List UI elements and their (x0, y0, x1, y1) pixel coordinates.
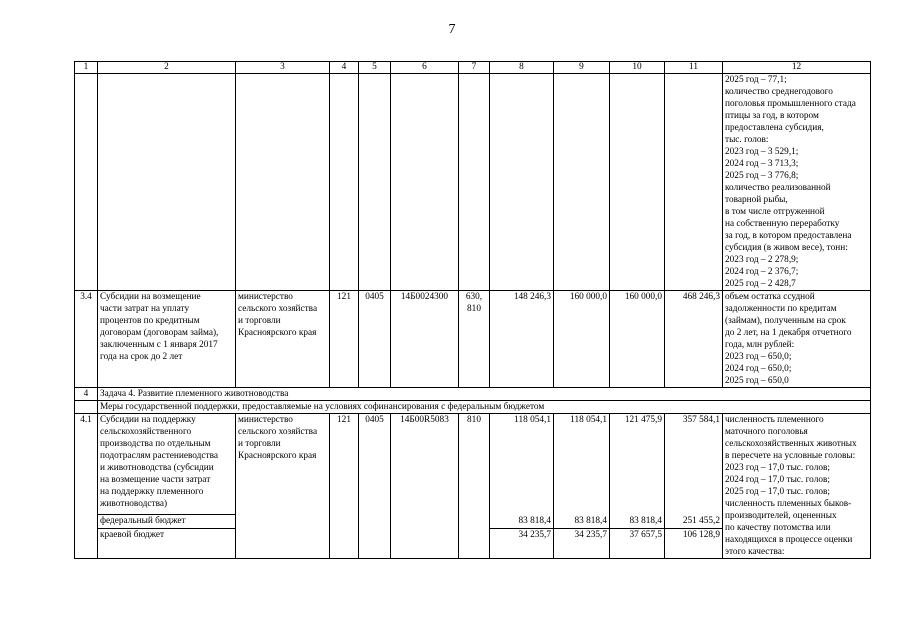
col-header: 12 (723, 62, 871, 74)
col-header: 4 (330, 62, 359, 74)
amount-2025: 160 000,0 (610, 291, 665, 388)
page-number: 7 (448, 22, 456, 37)
amount-total: 468 246,3 (665, 291, 723, 388)
federal-2023: 83 818,4 (490, 515, 554, 529)
col-header: 10 (610, 62, 665, 74)
task-number: 4 (75, 388, 98, 401)
task-title: Задача 4. Развитие племенного животноводства (98, 388, 871, 401)
agency-name: министерство сельского хозяйства и торговли Красноярского края (236, 291, 330, 388)
measures-row (75, 401, 871, 414)
amount-2023: 118 054,1 (490, 414, 554, 515)
col-header: 9 (554, 62, 610, 74)
row-number: 4.1 (75, 414, 98, 559)
expense-type-code: 810 (459, 414, 490, 559)
continued-row (75, 74, 871, 291)
indicators-cell: численность племенного маточного поголовья сельскохозяйственных животных в пересчете на условные головы: 2023 год – 17,0 тыс. голов; 2024 год – 17,0 тыс. голов; 2025 год – 17,0 тыс. голов; численность племенных быков- производителей, оцененных по качеству потомства или находящихся в процессе оценки этого качества: (723, 414, 871, 559)
amount-2023: 148 246,3 (490, 291, 554, 388)
target-article-code: 14Б0024300 (391, 291, 459, 388)
task-row (75, 388, 871, 401)
agency-name: министерство сельского хозяйства и торговли Красноярского края (236, 414, 330, 559)
regional-2024: 34 235,7 (554, 529, 610, 559)
amount-total: 357 584,1 (665, 414, 723, 515)
grbs-code: 121 (330, 291, 359, 388)
budget-label: федеральный бюджет (98, 515, 236, 529)
amount-2024: 118 054,1 (554, 414, 610, 515)
section-code: 0405 (359, 291, 391, 388)
col-header: 5 (359, 62, 391, 74)
federal-2025: 83 818,4 (610, 515, 665, 529)
regional-2023: 34 235,7 (490, 529, 554, 559)
expense-type-code: 630, 810 (459, 291, 490, 388)
col-header: 7 (459, 62, 490, 74)
col-header: 8 (490, 62, 554, 74)
table-row (75, 291, 871, 388)
col-header: 6 (391, 62, 459, 74)
col-header: 1 (75, 62, 98, 74)
col-header: 3 (236, 62, 330, 74)
budget-label: краевой бюджет (98, 529, 236, 559)
col-header: 11 (665, 62, 723, 74)
row-number: 3.4 (75, 291, 98, 388)
amount-2025: 121 475,9 (610, 414, 665, 515)
amount-2024: 160 000,0 (554, 291, 610, 388)
regional-total: 106 128,9 (665, 529, 723, 559)
table-row (75, 414, 871, 515)
column-number-row (75, 62, 871, 74)
grbs-code: 121 (330, 414, 359, 559)
section-code: 0405 (359, 414, 391, 559)
measure-name: Субсидии на поддержку сельскохозяйственного производства по отдельным подотраслям растениеводства и животноводства (субсидии на возмещение части затрат на поддержку племенного животноводства) (98, 414, 236, 515)
federal-total: 251 455,2 (665, 515, 723, 529)
indicators-cell: объем остатка ссудной задолженности по кредитам (займам), полученным на срок до 2 лет, на 1 декабря отчетного года, млн рублей: 2023 год – 650,0; 2024 год – 650,0; 2025 год – 650,0 (723, 291, 871, 388)
measures-title: Меры государственной поддержки, предоставляемые на условиях софинансирования с федеральным бюджетом (98, 401, 871, 414)
federal-2024: 83 818,4 (554, 515, 610, 529)
measure-name: Субсидии на возмещение части затрат на уплату процентов по кредитным договорам (договорам займа), заключенным с 1 января 2017 года на срок до 2 лет (98, 291, 236, 388)
indicators-cell: 2025 год – 77,1; количество среднегодового поголовья промышленного стада птицы за год, в котором предоставлена субсидия, тыс. голов: 2023 год – 3 529,1; 2024 год – 3 713,3; 2025 год – 3 776,8; количество реализованной товарной рыбы, в том числе отгруженной на собственную переработку за год, в котором предоставлена субсидия (в живом весе), тонн: 2023 год – 2 278,9; 2024 год – 2 376,7; 2025 год – 2 428,7 (723, 74, 871, 291)
regional-2025: 37 657,5 (610, 529, 665, 559)
program-table (74, 61, 871, 559)
col-header: 2 (98, 62, 236, 74)
target-article-code: 14Б00R5083 (391, 414, 459, 559)
